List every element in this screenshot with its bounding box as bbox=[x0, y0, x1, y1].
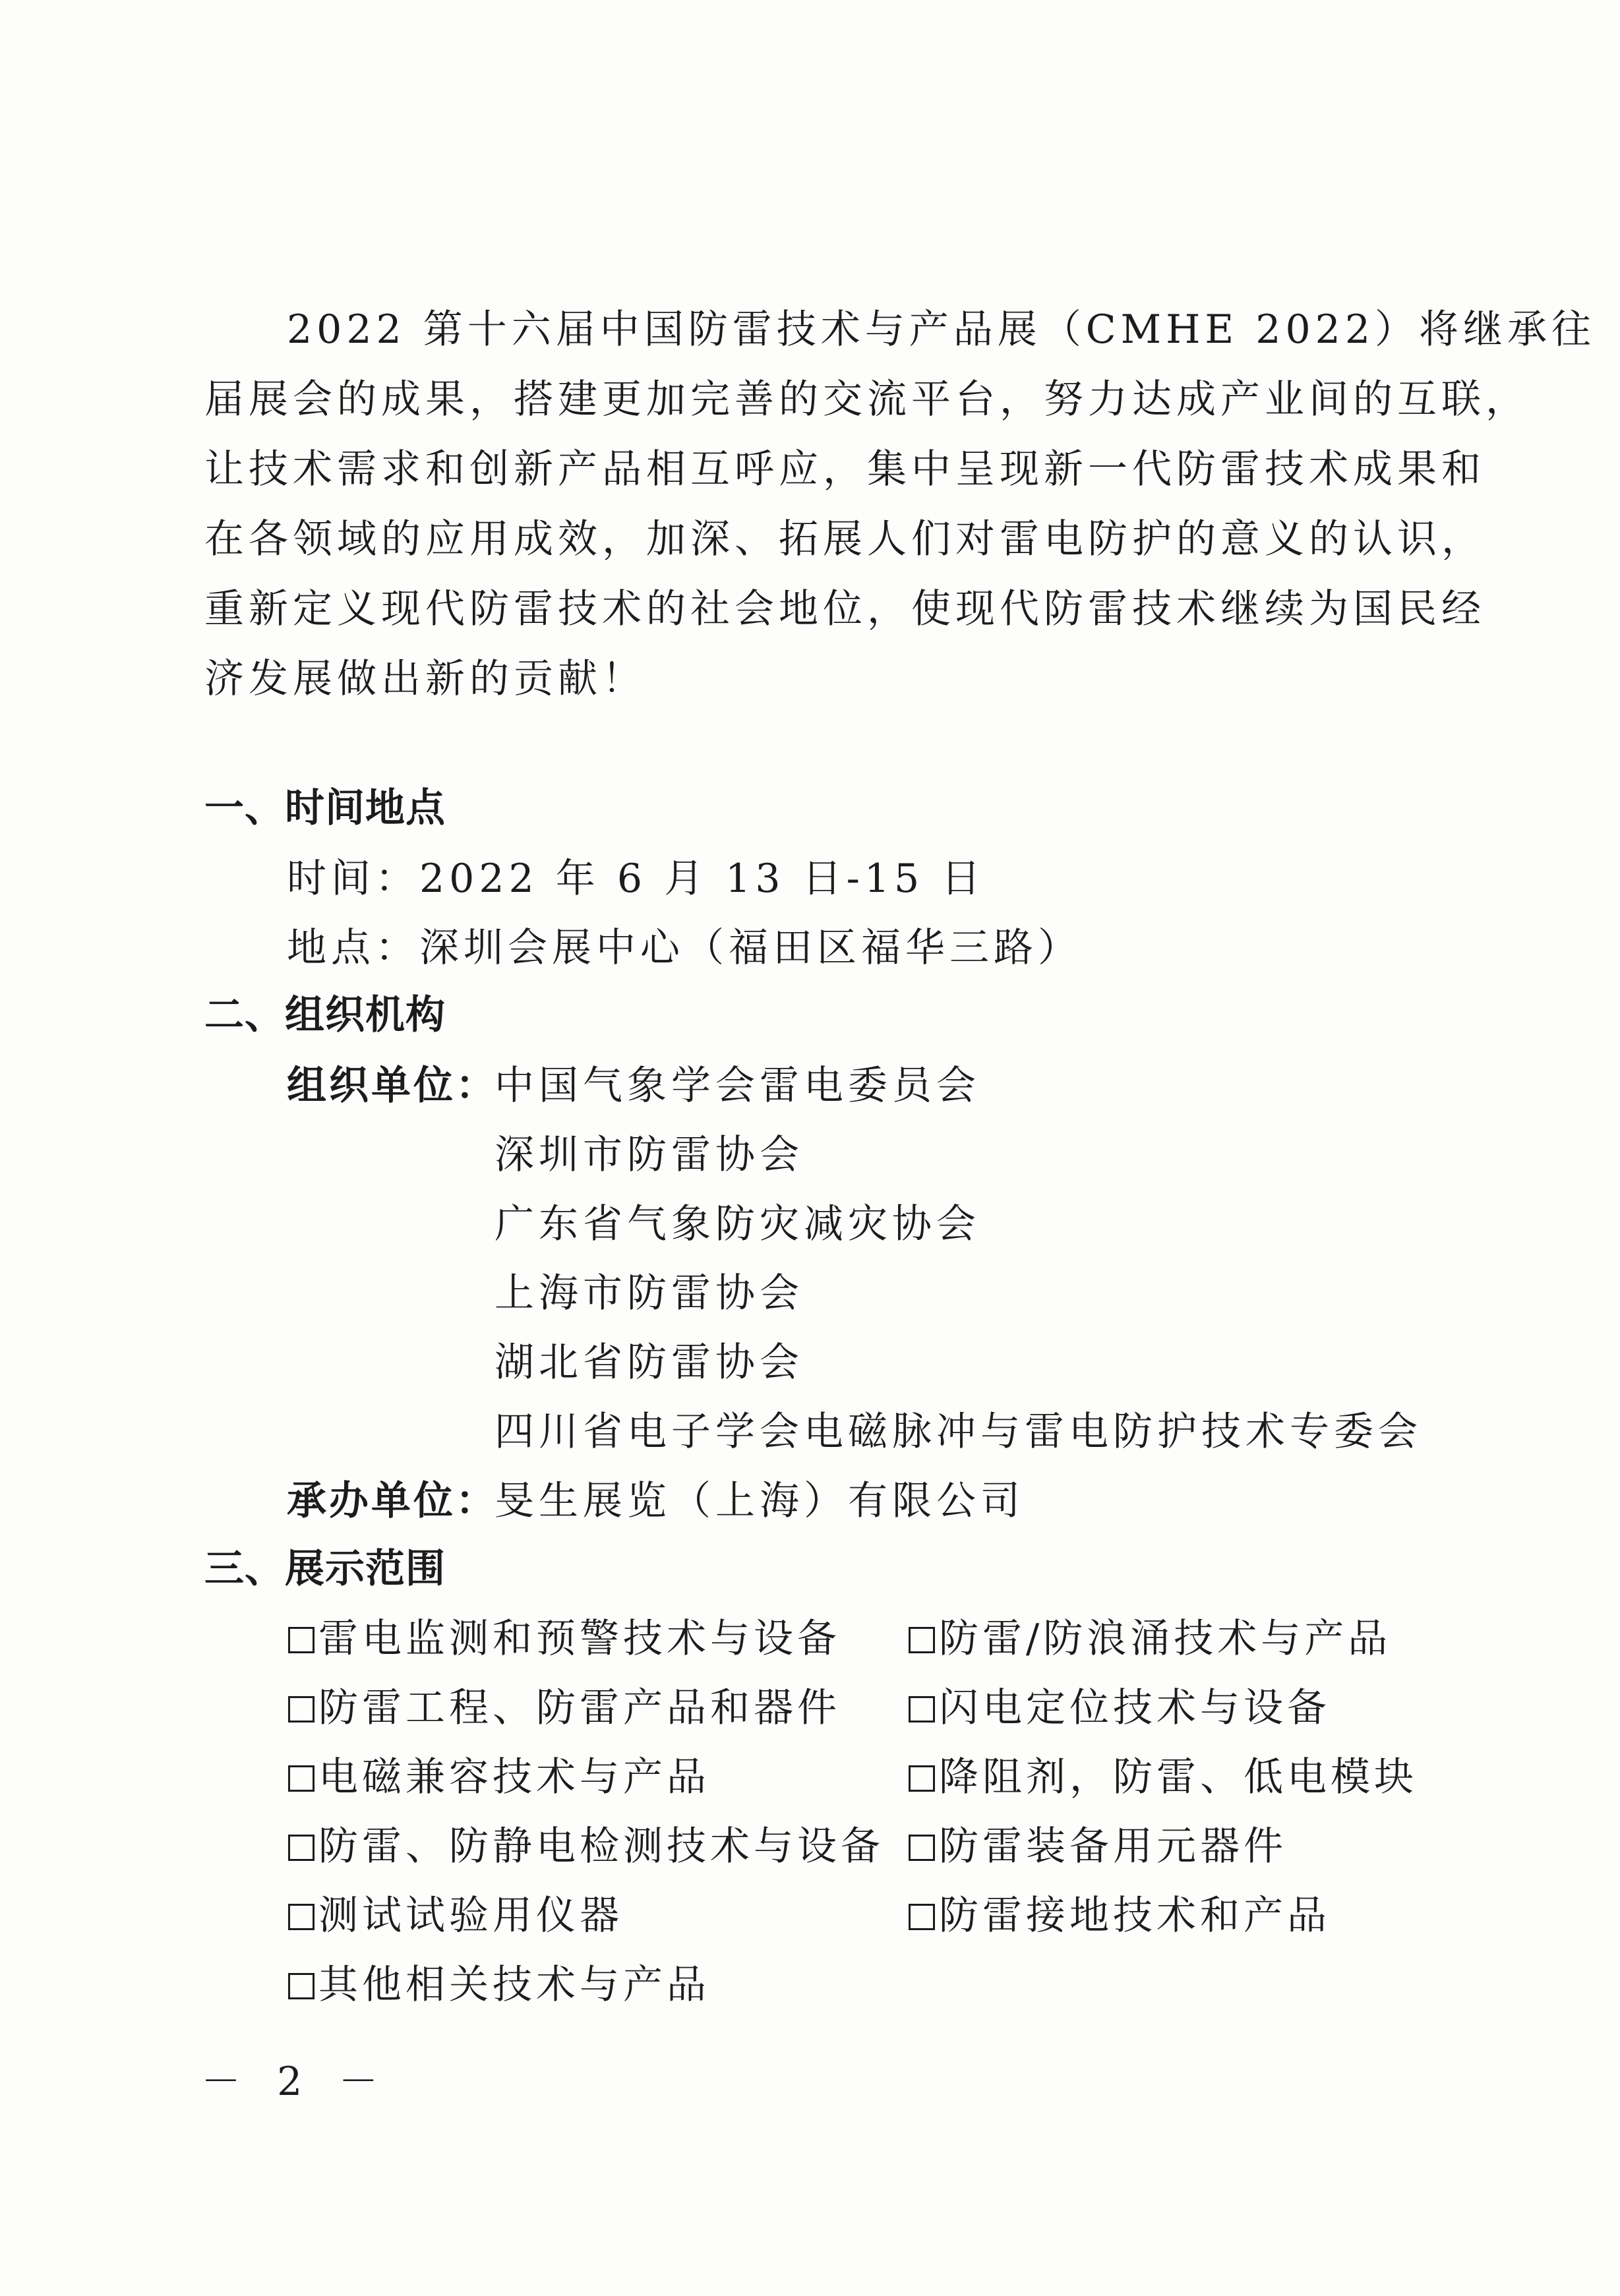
checkbox-icon bbox=[288, 1973, 315, 1999]
scope-item-label: 闪电定位技术与设备 bbox=[939, 1685, 1331, 1731]
scope-item-label: 雷电监测和预警技术与设备 bbox=[318, 1616, 841, 1662]
page-number: － 2 － bbox=[201, 2059, 390, 2105]
checkbox-icon bbox=[288, 1696, 315, 1722]
scope-item bbox=[288, 1754, 710, 1800]
organizer-item: 四川省电子学会电磁脉冲与雷电防护技术专委会 bbox=[495, 1409, 1422, 1455]
scope-item bbox=[288, 1685, 841, 1731]
scope-item-label: 其他相关技术与产品 bbox=[318, 1962, 710, 2008]
scope-item bbox=[288, 1962, 710, 2008]
event-time: 时间：2022 年 6 月 13 日-15 日 bbox=[287, 856, 986, 902]
scope-item-label: 降阻剂，防雷、低电模块 bbox=[939, 1754, 1418, 1800]
scope-item bbox=[288, 1823, 884, 1869]
event-location: 地点：深圳会展中心（福田区福华三路） bbox=[287, 925, 1082, 971]
checkbox-icon bbox=[909, 1627, 935, 1653]
scope-item-label: 防雷装备用元器件 bbox=[939, 1823, 1287, 1869]
checkbox-icon bbox=[909, 1696, 935, 1722]
checkbox-icon bbox=[288, 1765, 315, 1792]
organizer-item: 湖北省防雷协会 bbox=[495, 1339, 804, 1386]
scope-item bbox=[909, 1823, 1287, 1869]
checkbox-icon bbox=[288, 1835, 315, 1861]
scope-item bbox=[909, 1685, 1331, 1731]
organizer-item: 上海市防雷协会 bbox=[495, 1270, 804, 1316]
organizer-item: 广东省气象防灾减灾协会 bbox=[495, 1201, 980, 1247]
intro-line: 让技术需求和创新产品相互呼应，集中呈现新一代防雷技术成果和 bbox=[204, 446, 1485, 492]
section-heading-scope: 三、展示范围 bbox=[204, 1546, 446, 1592]
checkbox-icon bbox=[909, 1904, 935, 1930]
organizer-item: 深圳市防雷协会 bbox=[495, 1132, 804, 1178]
checkbox-icon bbox=[909, 1835, 935, 1861]
scope-item bbox=[288, 1893, 623, 1939]
organizer-label: 组织单位： bbox=[287, 1063, 498, 1109]
intro-line: 在各领域的应用成效，加深、拓展人们对雷电防护的意义的认识， bbox=[204, 516, 1485, 562]
scope-item-label: 防雷、防静电检测技术与设备 bbox=[318, 1823, 884, 1869]
host-name: 旻生展览（上海）有限公司 bbox=[495, 1478, 1025, 1524]
intro-line: 2022 第十六届中国防雷技术与产品展（CMHE 2022）将继承往 bbox=[287, 307, 1596, 353]
scope-item bbox=[909, 1893, 1331, 1939]
section-heading-organization: 二、组织机构 bbox=[204, 992, 446, 1038]
scope-item bbox=[909, 1616, 1392, 1662]
scope-item bbox=[909, 1754, 1418, 1800]
intro-line: 届展会的成果，搭建更加完善的交流平台，努力达成产业间的互联， bbox=[204, 376, 1530, 423]
organizer-item: 中国气象学会雷电委员会 bbox=[495, 1063, 980, 1109]
intro-line: 济发展做出新的贡献！ bbox=[204, 656, 646, 702]
section-heading-time-location: 一、时间地点 bbox=[204, 785, 446, 831]
intro-line: 重新定义现代防雷技术的社会地位，使现代防雷技术继续为国民经 bbox=[204, 586, 1485, 632]
scope-item-label: 防雷接地技术和产品 bbox=[939, 1893, 1331, 1939]
scope-item-label: 防雷/防浪涌技术与产品 bbox=[939, 1616, 1392, 1662]
scope-item-label: 电磁兼容技术与产品 bbox=[318, 1754, 710, 1800]
checkbox-icon bbox=[909, 1765, 935, 1792]
scope-item bbox=[288, 1616, 841, 1662]
checkbox-icon bbox=[288, 1627, 315, 1653]
host-label: 承办单位： bbox=[287, 1478, 498, 1524]
scope-item-label: 防雷工程、防雷产品和器件 bbox=[318, 1685, 841, 1731]
scope-item-label: 测试试验用仪器 bbox=[318, 1893, 623, 1939]
checkbox-icon bbox=[288, 1904, 315, 1930]
